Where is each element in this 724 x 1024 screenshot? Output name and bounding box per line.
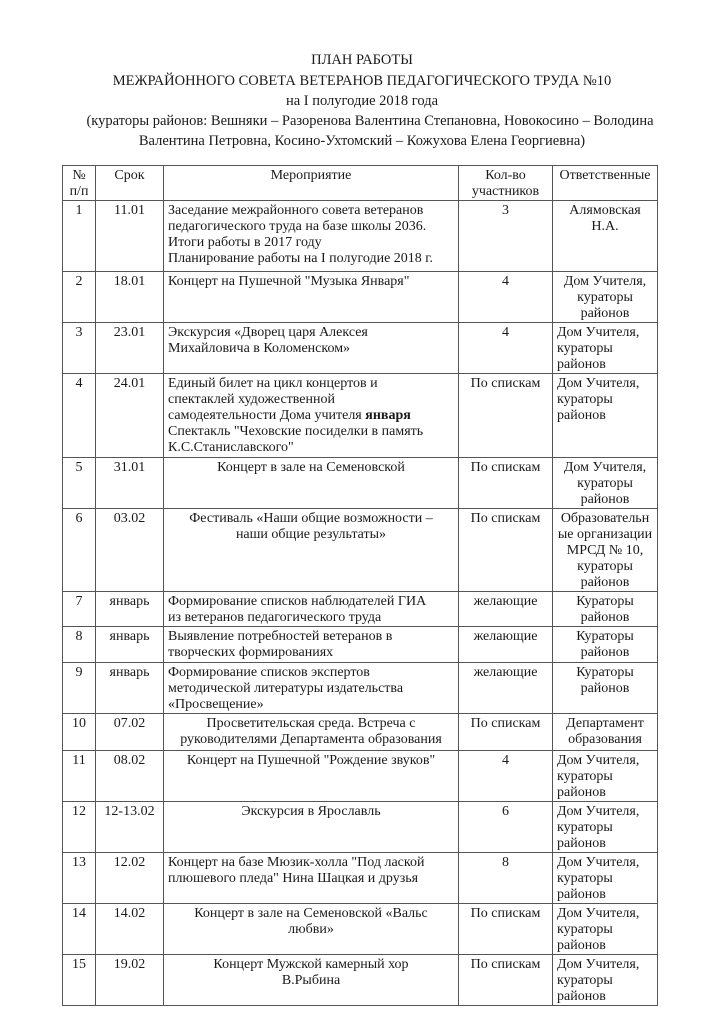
cell-date-text: январь <box>109 629 150 644</box>
cell-responsible-text: районов <box>580 492 630 507</box>
cell-count <box>459 904 553 955</box>
cell-event <box>164 374 459 458</box>
cell-responsible-text: районов <box>580 681 630 696</box>
column-header-count <box>459 166 553 201</box>
cell-num <box>63 323 96 374</box>
cell-responsible-text: кураторы <box>577 559 633 574</box>
cell-count <box>459 714 553 751</box>
cell-responsible-text: районов <box>557 989 606 1004</box>
cell-responsible-text: кураторы <box>557 341 613 356</box>
cell-date <box>96 627 164 663</box>
cell-event <box>164 751 459 802</box>
cell-count-text: 4 <box>502 753 509 768</box>
cell-responsible-text: Алямовская <box>569 203 641 218</box>
cell-event <box>164 509 459 592</box>
cell-count-text: По спискам <box>470 460 541 475</box>
cell-count-text: По спискам <box>470 716 541 731</box>
cell-num-text: 13 <box>72 855 86 870</box>
cell-event-text: Выявление потребностей ветеранов в <box>168 629 393 644</box>
cell-num-text: 7 <box>75 594 83 609</box>
cell-responsible-text: образования <box>568 732 642 747</box>
cell-date-text: январь <box>109 594 150 609</box>
cell-num <box>63 627 96 663</box>
cell-event-text: Фестиваль «Наши общие возможности – <box>189 511 433 526</box>
cell-num <box>63 802 96 853</box>
cell-num-text: 14 <box>72 906 86 921</box>
cell-date <box>96 663 164 714</box>
cell-responsible <box>553 663 658 714</box>
cell-count-text: По спискам <box>470 957 541 972</box>
work-plan-table <box>62 165 658 1006</box>
cell-num-text: 5 <box>75 460 83 475</box>
cell-date <box>96 509 164 592</box>
cell-responsible-text: Кураторы <box>576 594 634 609</box>
doc-title: ПЛАН РАБОТЫ <box>311 52 413 68</box>
cell-date-text: 11.01 <box>114 203 145 218</box>
cell-date-text: 03.02 <box>113 511 146 526</box>
cell-date-text: 12-13.02 <box>104 804 155 819</box>
cell-count <box>459 509 553 592</box>
cell-responsible-text: кураторы <box>557 922 613 937</box>
cell-num <box>63 374 96 458</box>
cell-responsible-text: Н.А. <box>591 219 619 234</box>
cell-count-text: 4 <box>502 274 509 289</box>
column-header-text: Срок <box>114 168 145 183</box>
cell-event <box>164 592 459 627</box>
doc-period: на I полугодие 2018 года <box>285 93 439 109</box>
cell-event-text: Единый билет на цикл концертов и <box>168 376 378 391</box>
cell-event-text: Концерт на Пушечной "Рождение звуков" <box>186 753 436 768</box>
cell-date-text: 19.02 <box>113 957 146 972</box>
cell-date <box>96 802 164 853</box>
cell-date <box>96 853 164 904</box>
cell-responsible-text: районов <box>557 887 606 902</box>
cell-event-text: Концерт в зале на Семеновской <box>217 460 405 475</box>
cell-date <box>96 955 164 1006</box>
cell-count-text: По спискам <box>470 906 541 921</box>
cell-event <box>164 458 459 509</box>
cell-responsible <box>553 272 658 323</box>
cell-count <box>459 663 553 714</box>
doc-curators-line2: Валентина Петровна, Косино-Ухтомский – Кожухова Елена Георгиевна) <box>138 133 586 149</box>
table-row <box>63 323 658 374</box>
cell-num <box>63 663 96 714</box>
cell-responsible <box>553 592 658 627</box>
cell-num-text: 4 <box>75 376 83 391</box>
cell-event <box>164 955 459 1006</box>
cell-event-text: Итоги работы в 2017 году <box>168 235 322 250</box>
cell-responsible <box>553 374 658 458</box>
cell-date <box>96 374 164 458</box>
cell-responsible-text: Кураторы <box>576 629 634 644</box>
table-row <box>63 751 658 802</box>
cell-event-text: Экскурсия «Дворец царя Алексея <box>168 325 368 340</box>
column-header-text: № <box>72 168 86 183</box>
cell-responsible <box>553 509 658 592</box>
cell-responsible-text: кураторы <box>557 392 613 407</box>
cell-event-text: наши общие результаты» <box>235 527 387 542</box>
cell-event-text: спектаклей художественной <box>168 392 335 407</box>
cell-event-text: из ветеранов педагогического труда <box>168 610 382 625</box>
cell-event <box>164 663 459 714</box>
cell-responsible-text: Дом Учителя, <box>557 906 640 921</box>
column-header-text: участников <box>471 184 540 199</box>
cell-count <box>459 802 553 853</box>
cell-num-text: 11 <box>72 753 86 768</box>
cell-responsible-text: кураторы <box>557 820 613 835</box>
cell-date-text: 08.02 <box>113 753 146 768</box>
cell-responsible <box>553 853 658 904</box>
cell-date <box>96 323 164 374</box>
cell-event-text: Спектакль "Чеховские посиделки в память <box>168 424 424 439</box>
cell-num-text: 12 <box>72 804 86 819</box>
cell-num <box>63 592 96 627</box>
cell-responsible <box>553 714 658 751</box>
cell-responsible-text: районов <box>557 408 606 423</box>
cell-event-text: руководителями Департамента образования <box>180 732 442 747</box>
cell-num <box>63 458 96 509</box>
cell-event-text: Формирование списков экспертов <box>168 665 370 680</box>
cell-num <box>63 509 96 592</box>
cell-count <box>459 751 553 802</box>
cell-responsible-text: Дом Учителя, <box>557 753 640 768</box>
cell-responsible <box>553 955 658 1006</box>
cell-responsible-text: районов <box>580 610 630 625</box>
table-row <box>63 374 658 458</box>
cell-date <box>96 714 164 751</box>
cell-count <box>459 272 553 323</box>
cell-num <box>63 714 96 751</box>
cell-date <box>96 458 164 509</box>
cell-responsible-text: кураторы <box>577 290 633 305</box>
cell-event <box>164 627 459 663</box>
cell-event-text: методической литературы издательства <box>168 681 404 696</box>
cell-event <box>164 853 459 904</box>
cell-date-text: 18.01 <box>113 274 146 289</box>
cell-count-text: желающие <box>473 665 538 680</box>
cell-event-text: Концерт Мужской камерный хор <box>213 957 409 972</box>
cell-responsible-text: Дом Учителя, <box>557 957 640 972</box>
cell-event-text: «Просвещение» <box>168 697 264 712</box>
cell-num-text: 1 <box>75 203 83 218</box>
cell-responsible-text: Кураторы <box>576 665 634 680</box>
cell-event-text: Экскурсия в Ярославль <box>241 804 381 819</box>
cell-responsible-text: ые организации <box>557 527 653 542</box>
table-row <box>63 714 658 751</box>
cell-event-text: творческих формированиях <box>168 645 334 660</box>
cell-event-line <box>168 408 454 424</box>
cell-count-text: 8 <box>502 855 509 870</box>
cell-responsible-text: районов <box>580 645 630 660</box>
cell-event <box>164 272 459 323</box>
cell-count-text: 3 <box>502 203 509 218</box>
cell-num <box>63 201 96 272</box>
column-header-text: Кол-во <box>485 168 526 183</box>
cell-num-text: 2 <box>75 274 83 289</box>
cell-responsible-text: районов <box>557 836 606 851</box>
table-row <box>63 802 658 853</box>
cell-responsible-text: Дом Учителя, <box>557 855 640 870</box>
cell-count-text: желающие <box>473 629 538 644</box>
cell-date-text: 23.01 <box>113 325 146 340</box>
cell-responsible <box>553 627 658 663</box>
column-header-text: Мероприятие <box>270 168 352 183</box>
cell-date <box>96 751 164 802</box>
cell-responsible-text: Дом Учителя, <box>557 376 640 391</box>
cell-date-text: 14.02 <box>113 906 146 921</box>
table-row <box>63 853 658 904</box>
table-header-row <box>63 166 658 201</box>
cell-responsible-text: кураторы <box>577 476 633 491</box>
cell-responsible-text: кураторы <box>557 973 613 988</box>
cell-responsible <box>553 323 658 374</box>
cell-event-text: Заседание межрайонного совета ветеранов <box>168 203 424 218</box>
cell-count-text: По спискам <box>470 511 541 526</box>
table-row <box>63 592 658 627</box>
cell-event-text: К.С.Станиславского" <box>168 440 294 455</box>
cell-date <box>96 201 164 272</box>
column-header-text: п/п <box>69 184 89 199</box>
cell-event <box>164 714 459 751</box>
cell-responsible-text: Образовательн <box>560 511 650 526</box>
cell-num <box>63 904 96 955</box>
cell-count <box>459 955 553 1006</box>
cell-event <box>164 201 459 272</box>
cell-count <box>459 627 553 663</box>
cell-event-text: самодеятельности Дома учителя <box>168 408 366 423</box>
doc-subtitle: МЕЖРАЙОННОГО СОВЕТА ВЕТЕРАНОВ ПЕДАГОГИЧЕСКОГО ТРУДА №10 <box>112 73 612 89</box>
cell-count-text: 6 <box>502 804 509 819</box>
cell-event-text: любви» <box>288 922 334 937</box>
cell-responsible-text: районов <box>580 575 630 590</box>
cell-date-text: 31.01 <box>113 460 146 475</box>
cell-event <box>164 323 459 374</box>
cell-count <box>459 201 553 272</box>
cell-responsible-text: Дом Учителя, <box>557 804 640 819</box>
cell-num-text: 9 <box>75 665 83 680</box>
table-row <box>63 458 658 509</box>
cell-responsible <box>553 458 658 509</box>
cell-responsible-text: Дом Учителя, <box>563 460 647 475</box>
cell-event-text: Концерт на базе Мюзик-холла "Под лаской <box>168 855 425 870</box>
cell-event-text: педагогического труда на базе школы 2036. <box>168 219 427 234</box>
cell-date-text: 12.02 <box>113 855 146 870</box>
cell-count <box>459 458 553 509</box>
cell-event-text: Планирование работы на I полугодие 2018 г. <box>168 251 433 266</box>
cell-date <box>96 272 164 323</box>
column-header-text: Ответственные <box>559 168 651 183</box>
cell-event-text: Михайловича в Коломенском» <box>168 341 351 356</box>
table-row <box>63 201 658 272</box>
cell-count <box>459 853 553 904</box>
cell-event-text: Просветительская среда. Встреча с <box>206 716 416 731</box>
table-row <box>63 627 658 663</box>
cell-responsible <box>553 904 658 955</box>
table-row <box>63 904 658 955</box>
cell-date-text: январь <box>109 665 150 680</box>
cell-responsible-text: районов <box>580 306 630 321</box>
cell-num <box>63 272 96 323</box>
column-header-num <box>63 166 96 201</box>
table-row <box>63 509 658 592</box>
cell-responsible-text: Дом Учителя, <box>557 325 640 340</box>
cell-responsible <box>553 201 658 272</box>
cell-num <box>63 751 96 802</box>
doc-curators-line1: (кураторы районов: Вешняки – Разоренова Валентина Степановна, Новокосино – Володина <box>86 113 654 129</box>
cell-count-text: По спискам <box>470 376 541 391</box>
cell-responsible-text: Дом Учителя, <box>563 274 647 289</box>
cell-responsible <box>553 802 658 853</box>
cell-count-text: желающие <box>473 594 538 609</box>
cell-count <box>459 323 553 374</box>
cell-num <box>63 853 96 904</box>
cell-responsible-text: Департамент <box>566 716 644 731</box>
cell-responsible-text: районов <box>557 785 606 800</box>
cell-event-text: Концерт на Пушечной "Музыка Января" <box>168 274 410 289</box>
cell-event-text: Формирование списков наблюдателей ГИА <box>168 594 427 609</box>
column-header-date <box>96 166 164 201</box>
cell-responsible-text: районов <box>557 938 606 953</box>
cell-date <box>96 592 164 627</box>
table-row <box>63 272 658 323</box>
cell-responsible-text: МРСД № 10, <box>566 543 644 558</box>
cell-count <box>459 592 553 627</box>
cell-num-text: 10 <box>72 716 86 731</box>
cell-responsible <box>553 751 658 802</box>
column-header-resp <box>553 166 658 201</box>
cell-event <box>164 802 459 853</box>
cell-num-text: 6 <box>75 511 83 526</box>
cell-num-text: 15 <box>72 957 86 972</box>
cell-responsible-text: кураторы <box>557 769 613 784</box>
cell-responsible-text: кураторы <box>557 871 613 886</box>
cell-num-text: 3 <box>75 325 83 340</box>
cell-event-text: Концерт в зале на Семеновской «Вальс <box>194 906 428 921</box>
cell-event-bold: января <box>365 408 411 423</box>
cell-event-text: плюшевого пледа" Нина Шацкая и друзья <box>168 871 419 886</box>
table-row <box>63 663 658 714</box>
cell-event-text: В.Рыбина <box>281 973 341 988</box>
cell-responsible-text: районов <box>557 357 606 372</box>
cell-num-text: 8 <box>75 629 83 644</box>
cell-count <box>459 374 553 458</box>
table-row <box>63 955 658 1006</box>
cell-num <box>63 955 96 1006</box>
cell-count-text: 4 <box>502 325 509 340</box>
cell-date-text: 24.01 <box>113 376 146 391</box>
column-header-event <box>164 166 459 201</box>
cell-event <box>164 904 459 955</box>
cell-date <box>96 904 164 955</box>
cell-date-text: 07.02 <box>113 716 146 731</box>
